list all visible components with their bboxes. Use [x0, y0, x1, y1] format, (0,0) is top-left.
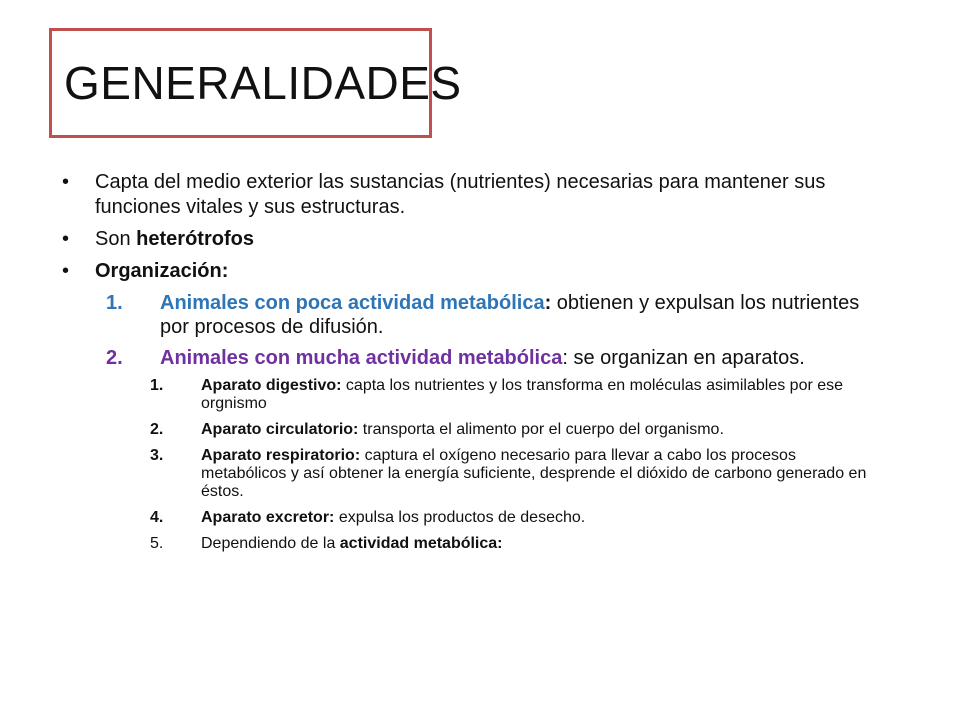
item-number: 1.	[106, 292, 123, 314]
bullet-item	[62, 259, 882, 284]
item-separator: :	[562, 347, 568, 369]
item-number: 2.	[106, 347, 123, 369]
bullet-dot-icon: •	[62, 171, 70, 193]
item-number: 3.	[150, 447, 164, 464]
bullet-bold-term: Organización:	[95, 260, 229, 282]
item-prefix: Dependiendo de la	[201, 535, 340, 552]
title-box	[49, 28, 462, 138]
organizacion-list	[98, 291, 882, 370]
organizacion-item	[98, 291, 882, 339]
item-number: 2.	[150, 421, 164, 438]
bullet-bold-term: heterótrofos	[136, 228, 254, 250]
item-number: 1.	[150, 377, 164, 394]
item-separator: :	[544, 292, 552, 314]
aparato-item	[150, 377, 882, 413]
item-text: transporta el alimento por el cuerpo del organismo.	[358, 421, 724, 438]
item-number: 5.	[150, 535, 164, 552]
slide-body	[62, 170, 882, 561]
item-number: 4.	[150, 509, 164, 526]
item-heading: Aparato circulatorio:	[201, 421, 359, 438]
item-heading: Animales con mucha actividad metabólica	[160, 347, 563, 369]
bullet-dot-icon: •	[62, 228, 70, 250]
aparato-item	[150, 421, 882, 439]
item-heading: Animales con poca actividad metabólica	[160, 292, 545, 314]
item-text: capta los nutrientes y los transforma en moléculas asimilables por ese orgnismo	[201, 377, 844, 412]
aparato-item	[150, 509, 882, 527]
item-text: obtienen y expulsan los nutrientes por procesos de difusión.	[160, 292, 860, 338]
item-heading: Aparato excretor:	[201, 509, 335, 526]
slide-title: GENERALIDADES	[64, 57, 462, 109]
aparatos-list	[150, 377, 882, 553]
bullet-item	[62, 227, 882, 252]
aparato-item	[150, 447, 882, 501]
item-text: expulsa los productos de desecho.	[334, 509, 586, 526]
item-heading: Aparato digestivo:	[201, 377, 342, 394]
item-text: captura el oxígeno necesario para llevar a cabo los procesos metabólicos y así obtener la energía suficiente, desprende el dióxido de carbono generado en éstos.	[201, 447, 867, 500]
bullet-text: Capta del medio exterior las sustancias (nutrientes) necesarias para mantener sus funciones vitales y sus estructuras.	[95, 171, 826, 218]
bullet-prefix: Son	[95, 228, 137, 250]
item-text: se organizan en aparatos.	[567, 347, 805, 369]
aparato-item	[150, 535, 882, 553]
item-heading: Aparato respiratorio:	[201, 447, 361, 464]
bullet-item	[62, 170, 882, 220]
item-heading: actividad metabólica:	[339, 535, 503, 552]
bullet-dot-icon: •	[62, 260, 70, 282]
organizacion-item	[98, 346, 882, 370]
